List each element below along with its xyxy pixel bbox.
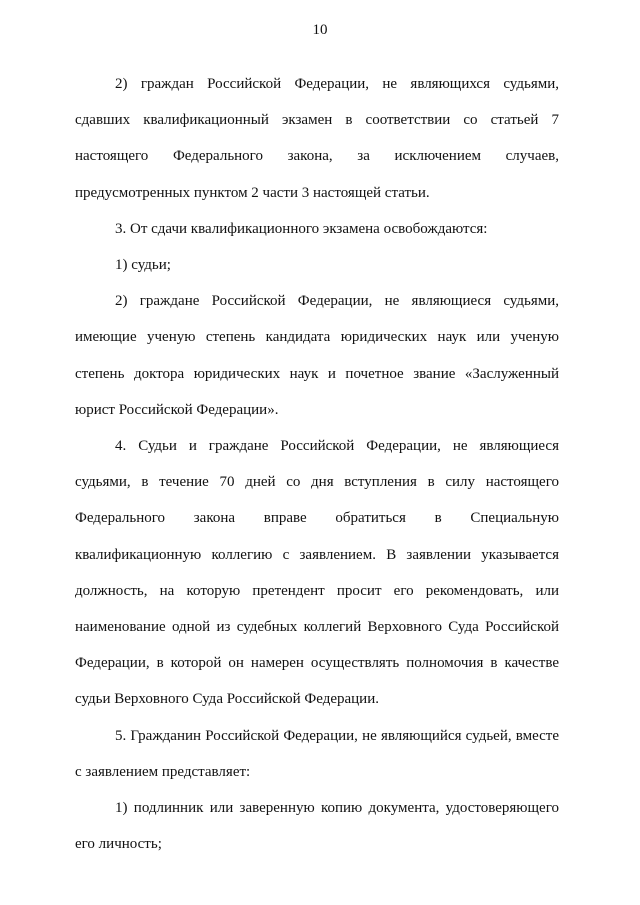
paragraph-item-2-citizens-degree: 2) граждане Российской Федерации, не являющиеся судьями, имеющие ученую степень кандидата юридических наук или ученую степень доктора юридических наук и почетное звание «Заслуженный юрист Российской Федерации».: [75, 293, 559, 418]
paragraph-part-5-documents: 5. Гражданин Российской Федерации, не являющийся судьей, вместе с заявлением представляет:: [75, 727, 559, 780]
paragraph-part-3-exemptions: 3. От сдачи квалификационного экзамена освобождаются:: [115, 220, 488, 237]
document-body: [75, 66, 559, 862]
page-number: 10: [312, 22, 328, 38]
paragraph-part-4-application: 4. Судьи и граждане Российской Федерации, не являющиеся судьями, в течение 70 дней со дня вступления в силу настоящего Федерального закона вправе обратиться в Специальную квалификационную коллегию с заявлением. В заявлении указывается должность, на которую претендент просит его рекомендовать, или наименование одной из судебных коллегий Верховного Суда Российской Федерации, в которой он намерен осуществлять полномочия в качестве судьи Верховного Суда Российской Федерации.: [75, 438, 559, 708]
paragraph-item-2-citizens-exam: 2) граждан Российской Федерации, не являющихся судьями, сдавших квалификационный экзамен в соответствии со статьей 7 настоящего Федерального закона, за исключением случаев, предусмотренных пунктом 2 части 3 настоящей статьи.: [75, 76, 559, 201]
paragraph-item-1-judges: 1) судьи;: [115, 257, 171, 274]
paragraph-item-1-identity-document: 1) подлинник или заверенную копию документа, удостоверяющего его личность;: [75, 800, 559, 853]
